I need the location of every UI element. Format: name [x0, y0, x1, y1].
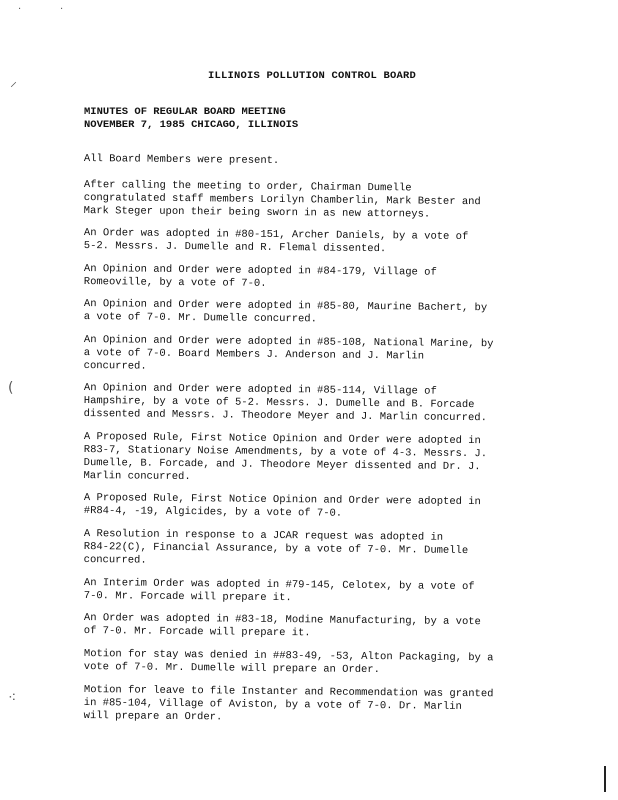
page-edge-line — [604, 766, 606, 792]
paragraph-bachert: An Opinion and Order were adopted in #85-80, Maurine Bachert, by a vote of 7-0. Mr. Dumelle concurred. — [83, 298, 488, 326]
paragraph-hampshire: An Opinion and Order were adopted in #85-114, Village of Hampshire, by a vote of 5-2. Messrs. J. Dumelle and B. Forcade dissented and Messrs. J. Theodore Meyer and J. Marlin concurred. — [83, 382, 487, 425]
paragraph-romeoville: An Opinion and Order were adopted in #84-179, Village of Romeoville, by a vote of 7-0. — [83, 263, 437, 290]
paragraph-financial-assurance: A Resolution in response to a JCAR request was adopted in R84-22(C), Financial Assurance, by a vote of 7-0. Mr. Dumelle concurred. — [83, 528, 469, 567]
paragraph-archer-daniels: An Order was adopted in #80-151, Archer Daniels, by a vote of 5-2. Messrs. J. Dumelle and R. Flemal dissented. — [83, 227, 469, 256]
paragraph-algicides: A Proposed Rule, First Notice Opinion and Order were adopted in #R84-4, -19, Algicides, by a vote of 7-0. — [83, 492, 481, 520]
margin-mark-left-top: ⸝ — [10, 74, 17, 90]
minutes-heading — [84, 106, 298, 132]
paragraph-modine: An Order was adopted in #83-18, Modine Manufacturing, by a vote of 7-0. Mr. Forcade will prepare it. — [83, 612, 481, 640]
paragraph-noise-amendments: A Proposed Rule, First Notice Opinion and Order were adopted in R83-7, Stationary Noise Amendments, by a vote of 4-3. Messrs. J. Dumelle, B. Forcade, and J. Theodore Meyer dissented and Dr. J. Marlin concurred. — [83, 431, 488, 484]
document-title: ILLINOIS POLLUTION CONTROL BOARD — [208, 70, 417, 82]
paragraph-new-attorneys: After calling the meeting to order, Chairman Dumelle congratulated staff members Lorilyn Chamberlin, Mark Bester and Mark Steger upon their being sworn in as new attorneys. — [83, 179, 481, 221]
minutes-heading-line1: MINUTES OF REGULAR BOARD MEETING — [84, 106, 286, 118]
paragraph-national-marine: An Opinion and Order were adopted in #85-108, National Marine, by a vote of 7-0. Board Members J. Anderson and J. Marlin concurred. — [83, 334, 494, 373]
margin-mark-left-bottom: ⁖ — [8, 690, 17, 706]
paragraph-celotex: An Interim Order was adopted in #79-145, Celotex, by a vote of 7-0. Mr. Forcade will prepare it. — [83, 577, 475, 605]
paragraph-attendance: All Board Members were present. — [83, 153, 280, 168]
scan-mark-top: · — [18, 4, 22, 15]
minutes-heading-line2: NOVEMBER 7, 1985 CHICAGO, ILLINOIS — [84, 119, 299, 131]
scan-mark-top-right: · — [60, 4, 64, 15]
margin-mark-left-middle: ( — [8, 380, 14, 396]
paragraph-aviston: Motion for leave to file Instanter and Recommendation was granted in #85-104, Village of Aviston, by a vote of 7-0. Dr. Marlin will prepare an Order. — [83, 684, 494, 724]
paragraph-alton-packaging: Motion for stay was denied in ##83-49, -53, Alton Packaging, by a vote of 7-0. Mr. Dumelle will prepare an Order. — [83, 648, 494, 677]
